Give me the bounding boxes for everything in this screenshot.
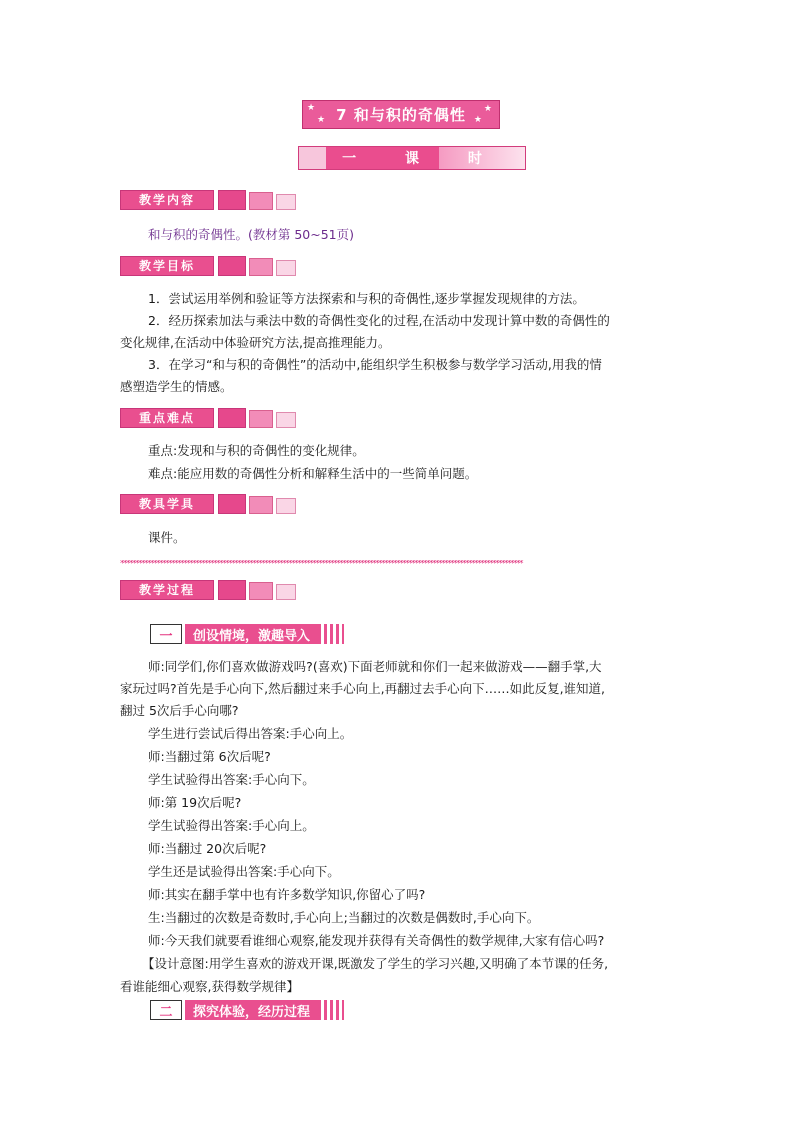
process-line: 师:当翻过第 6次后呢? [148, 749, 271, 764]
decor-block [249, 410, 273, 428]
decor-block [276, 498, 296, 514]
decor-block [249, 582, 273, 600]
decor-block [276, 260, 296, 276]
decor-block [218, 256, 246, 276]
process-line: 师:其实在翻手掌中也有许多数学知识,你留心了吗? [148, 887, 426, 902]
decor-stripes [318, 624, 344, 644]
goal-line: 3．在学习“和与积的奇偶性”的活动中,能组织学生积极参与数学学习活动,用我的情 [148, 357, 602, 372]
lesson-label: 一 课 时 [342, 151, 504, 167]
decor-block [276, 584, 296, 600]
process-line: 师:同学们,你们喜欢做游戏吗?(喜欢)下面老师就和你们一起来做游戏——翻手掌,大 [148, 659, 602, 674]
page-title: 7 和与积的奇偶性 [336, 106, 466, 124]
decor-stripes [318, 1000, 344, 1020]
process-line: 学生试验得出答案:手心向上。 [148, 818, 315, 833]
tools-text: 课件。 [148, 530, 186, 545]
process-line: 学生还是试验得出答案:手心向下。 [148, 864, 340, 879]
process-line: 家玩过吗?首先是手心向下,然后翻过来手心向上,再翻过去手心向下……如此反复,谁知道, [120, 681, 606, 696]
lesson-title-banner [302, 100, 500, 129]
section-header-tools [120, 494, 296, 513]
subsection-title: 创设情境，激趣导入 [185, 624, 318, 644]
section-header-goals [120, 256, 296, 275]
section-tag: 教具学具 [120, 494, 214, 514]
star-icon: ★ [307, 103, 317, 113]
decor-block [249, 258, 273, 276]
subsection-title: 探究体验，经历过程 [185, 1000, 318, 1020]
key-point-text: 重点:发现和与积的奇偶性的变化规律。 [148, 443, 365, 458]
subsection-header-2 [150, 1000, 344, 1020]
star-icon: ★ [317, 115, 327, 125]
section-header-keypoints [120, 408, 296, 427]
decor-block [218, 408, 246, 428]
decor-block [276, 412, 296, 428]
decor-block [249, 496, 273, 514]
section-tag: 教学过程 [120, 580, 214, 600]
lesson-count-banner [298, 146, 526, 170]
decor-block [218, 580, 246, 600]
section-header-process [120, 580, 296, 599]
goal-line: 感塑造学生的情感。 [120, 379, 233, 394]
goal-line: 变化规律,在活动中体验研究方法,提高推理能力。 [120, 335, 391, 350]
section-tag: 重点难点 [120, 408, 214, 428]
decor-block [218, 190, 246, 210]
process-line: 看谁能细心观察,获得数学规律】 [120, 979, 299, 994]
section-tag: 教学内容 [120, 190, 214, 210]
goal-line: 2．经历探索加法与乘法中数的奇偶性变化的过程,在活动中发现计算中数的奇偶性的 [148, 313, 610, 328]
process-line: 生:当翻过的次数是奇数时,手心向上;当翻过的次数是偶数时,手心向下。 [148, 910, 540, 925]
star-divider: ************************************************************************************************************************************** [120, 560, 522, 568]
difficulty-text: 难点:能应用数的奇偶性分析和解释生活中的一些简单问题。 [148, 466, 478, 481]
process-line: 【设计意图:用学生喜欢的游戏开课,既激发了学生的学习兴趣,又明确了本节课的任务, [142, 956, 609, 971]
process-line: 翻过 5次后手心向哪? [120, 703, 239, 718]
section-tag: 教学目标 [120, 256, 214, 276]
decor-block [276, 194, 296, 210]
process-line: 师:当翻过 20次后呢? [148, 841, 267, 856]
subsection-number: 二 [150, 1000, 182, 1020]
decor-block [218, 494, 246, 514]
process-line: 学生进行尝试后得出答案:手心向上。 [148, 726, 353, 741]
process-line: 学生试验得出答案:手心向下。 [148, 772, 315, 787]
decor-block [249, 192, 273, 210]
process-line: 师:第 19次后呢? [148, 795, 242, 810]
process-line: 师:今天我们就要看谁细心观察,能发现并获得有关奇偶性的数学规律,大家有信心吗? [148, 933, 605, 948]
subsection-number: 一 [150, 624, 182, 644]
subsection-header-1 [150, 624, 344, 644]
goal-line: 1．尝试运用举例和验证等方法探索和与积的奇偶性,逐步掌握发现规律的方法。 [148, 291, 585, 306]
star-icon: ★ [473, 115, 483, 125]
section-header-content [120, 190, 296, 209]
star-icon: ★ [483, 104, 493, 114]
content-text: 和与积的奇偶性。(教材第 50~51页) [148, 227, 355, 242]
